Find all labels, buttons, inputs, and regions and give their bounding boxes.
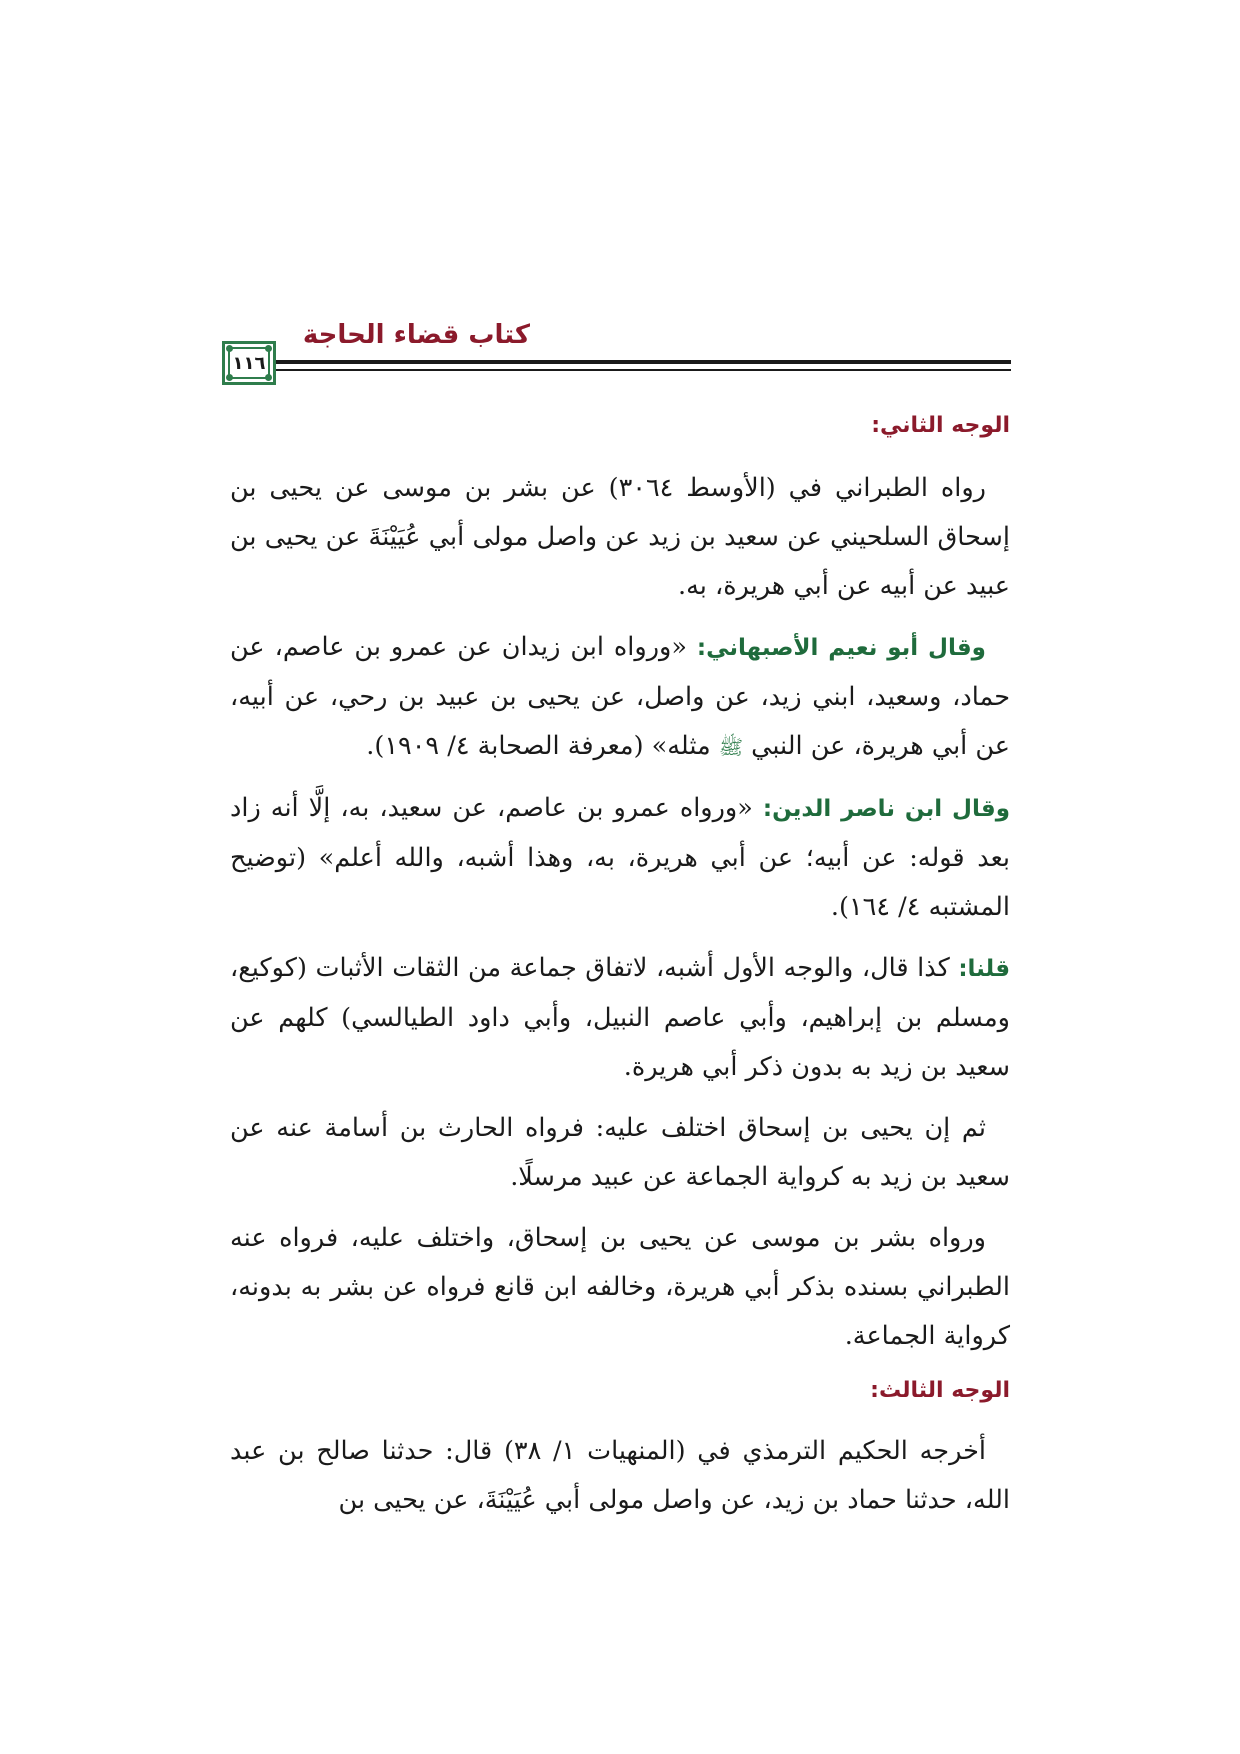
salutation-glyph: ﷺ (718, 735, 743, 759)
ornament-icon (226, 345, 233, 352)
paragraph: ورواه بشر بن موسى عن يحيى بن إسحاق، واختلف عليه، فرواه عنه الطبراني بسنده بذكر أبي هريرة، وخالفه ابن قانع فرواه عن بشر به بدونه، كرواية الجماعة. (230, 1223, 1010, 1351)
quote-lead-qulna: قلنا: (958, 956, 1010, 982)
quote-lead-ibn-nasir: وقال ابن ناصر الدين: (762, 796, 1010, 822)
paragraph: ثم إن يحيى بن إسحاق اختلف عليه: فرواه الحارث بن أسامة عنه عن سعيد بن زيد به كرواية الجماعة عن عبيد مرسلًا. (230, 1113, 1010, 1192)
paragraph (230, 623, 1010, 772)
section-heading-second: الوجه الثاني: (871, 413, 1010, 438)
paragraph-text: «ورواه عمرو بن عاصم، عن سعيد، به، إلَّا أنه زاد بعد قوله: عن أبيه؛ عن أبي هريرة، به، وهذا أشبه، والله أعلم» (توضيح المشتبه ٤/ ١٦٤). (230, 793, 1010, 922)
book-title: كتاب قضاء الحاجة (302, 320, 530, 350)
paragraph (230, 944, 1010, 1092)
paragraph-text: «ورواه ابن زيدان عن عمرو بن عاصم، عن حماد، وسعيد، ابني زيد، عن واصل، عن يحيى بن عبيد بن رحي، عن أبيه، عن أبي هريرة، عن النبي (230, 632, 1010, 761)
paragraph (230, 784, 1010, 932)
paragraph: أخرجه الحكيم الترمذي في (المنهيات ١/ ٣٨) قال: حدثنا صالح بن عبد الله، حدثنا حماد بن زيد، عن واصل مولى أبي عُيَيْنَةَ، عن يحيى بن (230, 1436, 1010, 1515)
header-rule-thick (275, 360, 1011, 364)
paragraph-text: كذا قال، والوجه الأول أشبه، لاتفاق جماعة من الثقات الأثبات (كوكيع، ومسلم بن إبراهيم، وأبي عاصم النبيل، وأبي داود الطيالسي) كلهم عن سعيد بن زيد به بدون ذكر أبي هريرة. (230, 953, 1010, 1082)
ornament-icon (265, 374, 272, 381)
paragraph-text: مثله» (معرفة الصحابة ٤/ ١٩٠٩). (366, 731, 719, 761)
ornament-icon (265, 345, 272, 352)
header-rule-thin (275, 369, 1011, 371)
page-number: ١١٦ (232, 352, 266, 374)
page-body (230, 408, 1010, 1537)
section-heading-third: الوجه الثالث: (870, 1378, 1010, 1403)
paragraph: رواه الطبراني في (الأوسط ٣٠٦٤) عن بشر بن موسى عن يحيى بن إسحاق السلحيني عن سعيد بن زيد عن واصل مولى أبي عُيَيْنَةَ عن يحيى بن عبيد عن أبيه عن أبي هريرة، به. (230, 473, 1010, 601)
page-number-badge (222, 341, 276, 385)
quote-lead-abu-nuaym: وقال أبو نعيم الأصبهاني: (696, 635, 986, 661)
ornament-icon (226, 374, 233, 381)
